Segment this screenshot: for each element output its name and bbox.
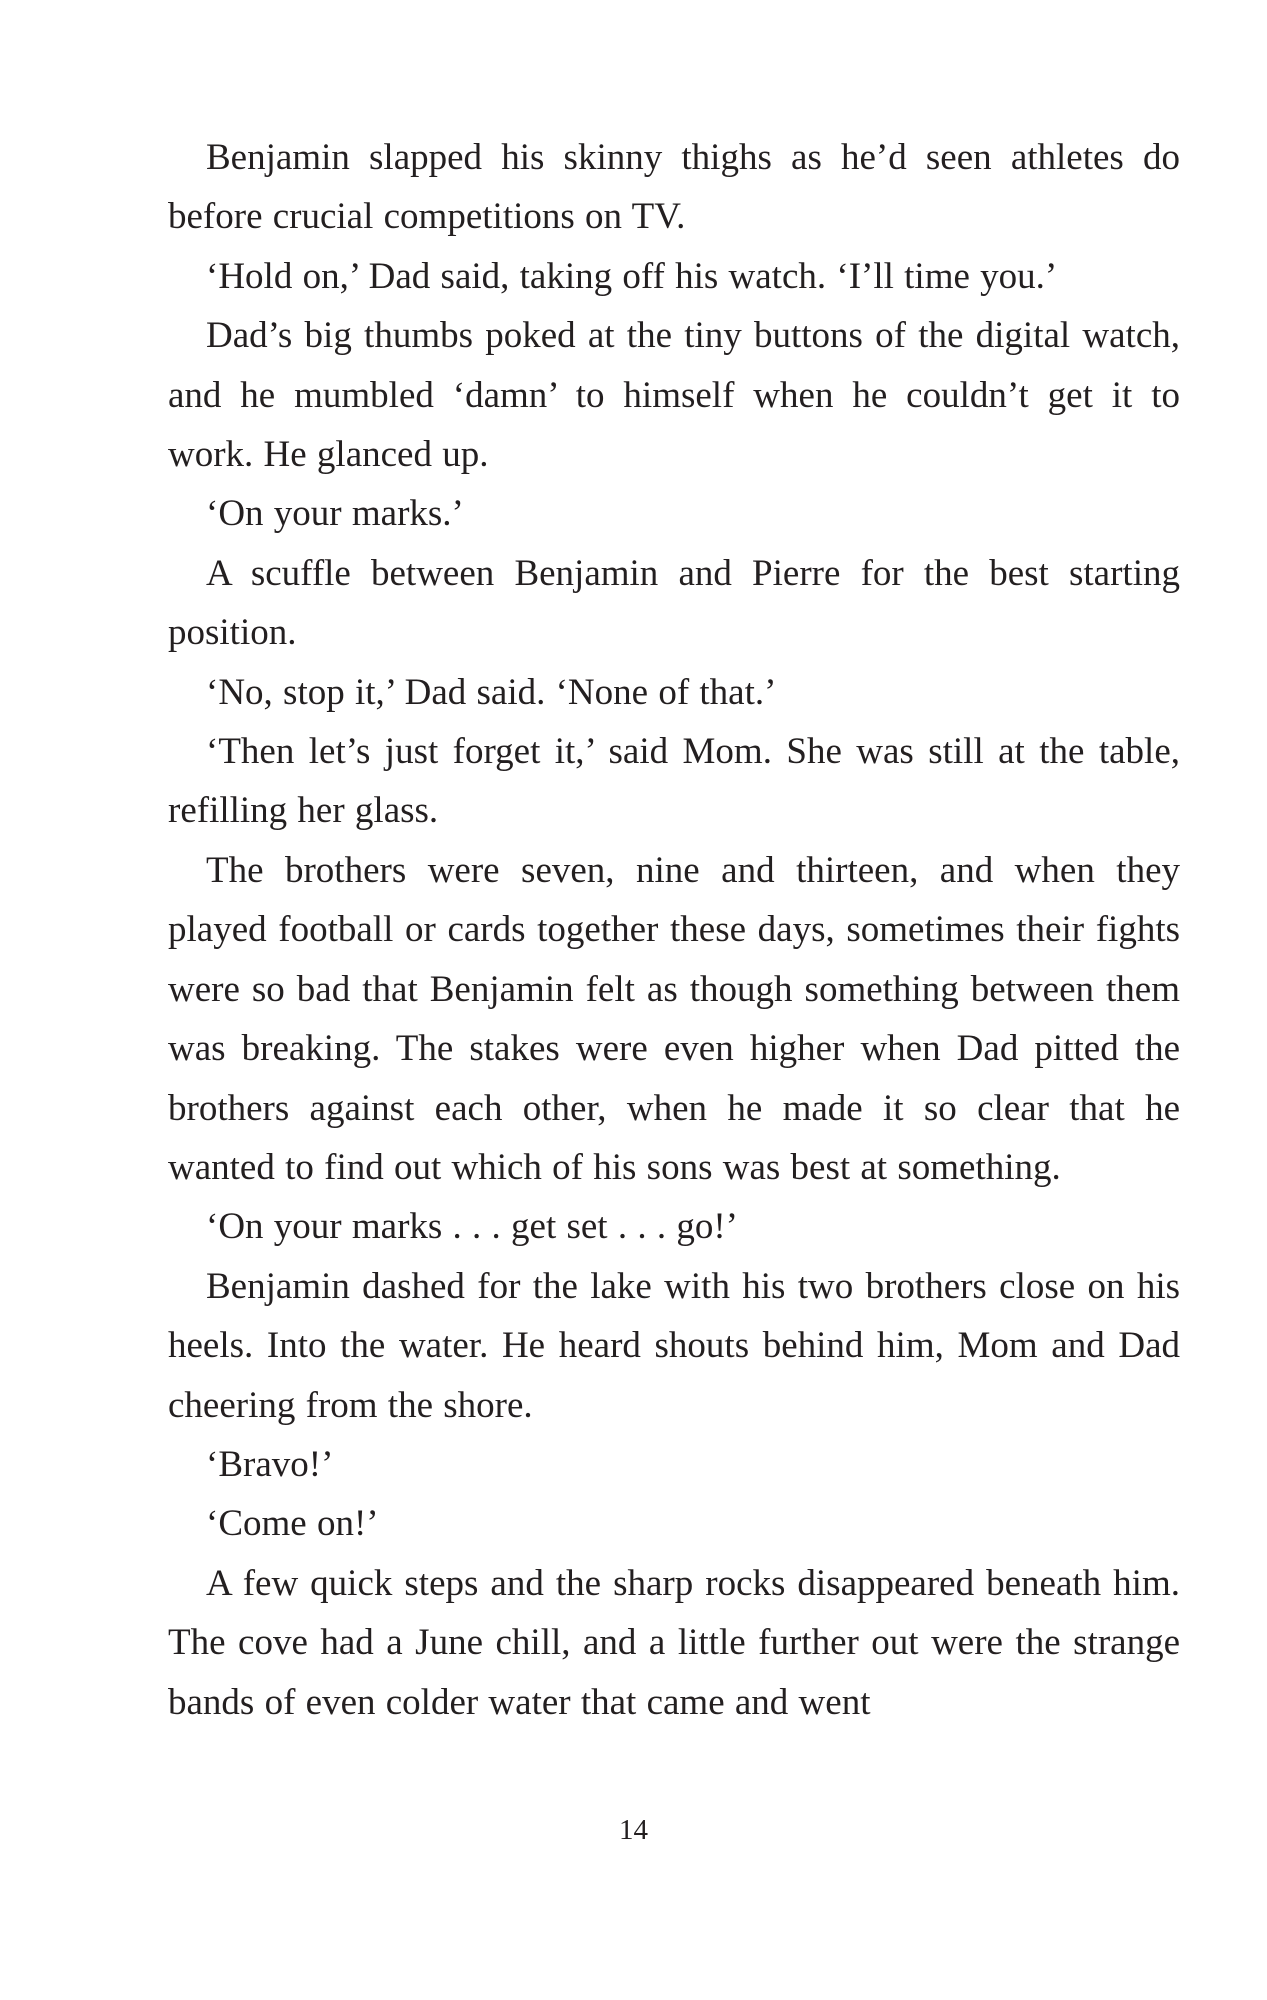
paragraph: Benjamin slapped his skinny thighs as he’d seen athletes do before crucial competitions on TV.	[168, 137, 1180, 238]
paragraph: A scuffle between Benjamin and Pierre for the best starting position.	[168, 552, 1180, 654]
paragraph: ‘Bravo!’	[206, 1443, 334, 1485]
paragraph: ‘No, stop it,’ Dad said. ‘None of that.’	[206, 671, 777, 713]
page-number: 14	[619, 1814, 648, 1846]
body-text	[168, 128, 1180, 1732]
paragraph: A few quick steps and the sharp rocks disappeared beneath him. The cove had a June chill, and a little further out were the strange bands of even colder water that came and went	[168, 1562, 1180, 1723]
paragraph: Benjamin dashed for the lake with his two brothers close on his heels. Into the water. He heard shouts behind him, Mom and Dad cheering from the shore.	[168, 1265, 1180, 1426]
paragraph: ‘Come on!’	[206, 1503, 379, 1545]
paragraph: ‘Then let’s just forget it,’ said Mom. She was still at the table, refilling her glass.	[168, 731, 1180, 832]
paragraph: ‘Hold on,’ Dad said, taking off his watch. ‘I’ll time you.’	[206, 255, 1058, 297]
paragraph: ‘On your marks . . . get set . . . go!’	[206, 1206, 738, 1248]
paragraph: The brothers were seven, nine and thirteen, and when they played football or cards together these days, sometimes their fights were so bad that Benjamin felt as though something between them was breaking. The stakes were even higher when Dad pitted the brothers against each other, when he made it so clear that he wanted to find out which of his sons was best at something.	[168, 849, 1180, 1188]
paragraph: Dad’s big thumbs poked at the tiny buttons of the digital watch, and he mumbled ‘damn’ to himself when he couldn’t get it to work. He glanced up.	[168, 315, 1180, 476]
paragraph: ‘On your marks.’	[206, 493, 464, 535]
